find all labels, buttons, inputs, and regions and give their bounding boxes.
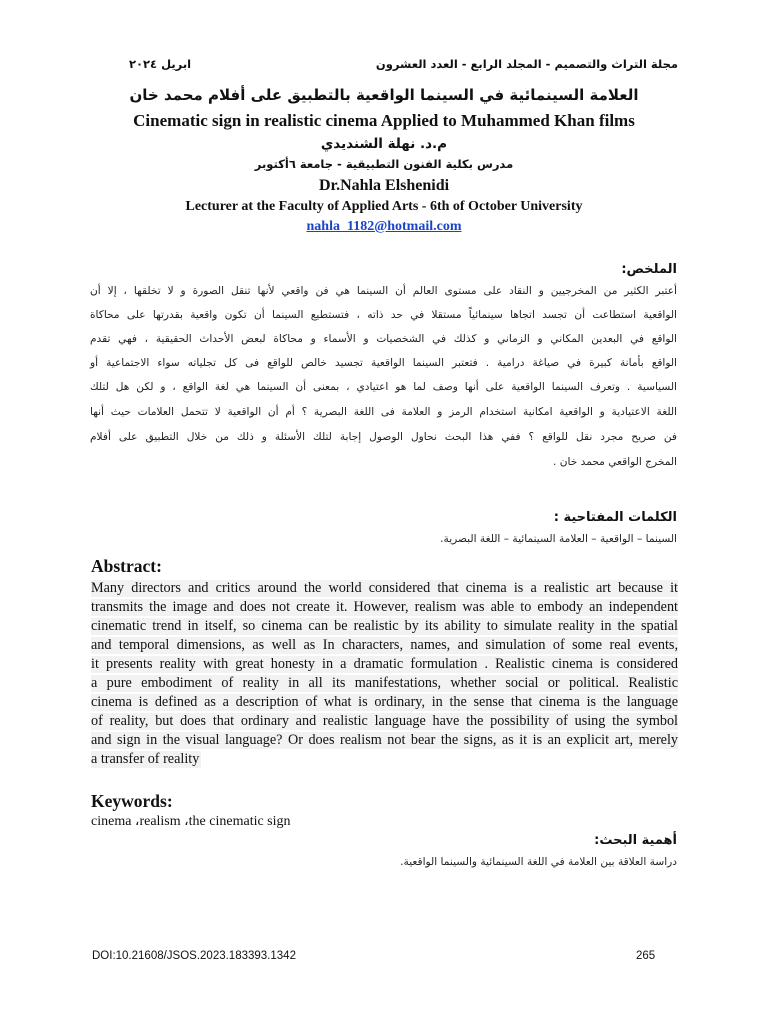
author-email-row bbox=[0, 219, 768, 235]
issue-date: ابريل ٢٠٢٤ bbox=[129, 57, 192, 71]
author-name-english: Dr.Nahla Elshenidi bbox=[318, 177, 450, 194]
arabic-abstract-line: أعتبر الكثير من المخرجيين و النقاد على مستوى العالم أن السينما هي فن واقعي لأنها تنقل الصورة و لا تخلقها ، إلا أن bbox=[90, 285, 677, 297]
arabic-abstract-line: المخرج الواقعي محمد خان . bbox=[552, 456, 677, 468]
title-english: Cinematic sign in realistic cinema Applied to Muhammed Khan films bbox=[133, 111, 635, 130]
importance-text: دراسة العلاقة بين العلامة في اللغة السينمائية والسينما الواقعية. bbox=[400, 856, 677, 868]
abstract-line: it presents reality with great honesty in a dramatic formulation . Realistic cinema is considered bbox=[91, 656, 678, 672]
author-affiliation-arabic: مدرس بكلية الفنون التطبيقية - جامعة ٦أكتوبر bbox=[254, 157, 514, 171]
page-number: 265 bbox=[636, 950, 656, 962]
doi-footer: DOI:10.21608/JSOS.2023.183393.1342 bbox=[92, 950, 296, 962]
arabic-abstract-line: الواقع بأمانة كبيرة في صياغة درامية . فتعتبر السينما الواقعية تجسيد خالص للواقع فى كل تجلياته سواء الاجتماعية أو bbox=[90, 357, 677, 369]
arabic-abstract-line: الواقع في البعدين المكاني و الزماني و كذلك في الشخصيات و الأسماء و محاكاة لبعض الأحداث الحقيقية ، فهي تقدم bbox=[90, 333, 677, 345]
abstract-line: of reality, but does that ordinary and realistic language have the possibility of using the symbol bbox=[91, 713, 678, 729]
author-email-link[interactable]: nahla_1182@hotmail.com bbox=[306, 219, 462, 234]
abstract-line: and sign in the visual language? Or does realism not bear the signs, as it is an explicit art, merely bbox=[91, 732, 678, 748]
author-name-arabic: م.د. نهلة الشنديدي bbox=[320, 136, 448, 152]
importance-heading: أهمية البحث: bbox=[594, 833, 677, 848]
abstract-heading: Abstract: bbox=[91, 556, 162, 576]
abstract-line: cinematic trend in itself, so cinema can be realistic by its ability to simulate reality in the spatial bbox=[91, 618, 678, 634]
abstract-line: Many directors and critics around the world considered that cinema is a realistic art because it bbox=[91, 580, 678, 596]
arabic-abstract-line: الواقعية استطاعت أن تجسد اتجاها سينمائياً مستقلا في حد ذاته ، فتستطيع السينما أن تكون واقعية بقدرتها على محاكاة bbox=[90, 309, 677, 321]
arabic-keywords-heading: الكلمات المفتاحية : bbox=[553, 510, 677, 525]
title-arabic: العلامة السينمائية في السينما الواقعية بالتطبيق على أفلام محمد خان bbox=[129, 86, 639, 104]
arabic-abstract-line: السياسية . وتعرف السينما الواقعية على أنها وصف لما هو اعتيادي ، بمعنى أن السينما هي لغة الواقع ، و لكن هل لتلك bbox=[90, 381, 677, 393]
arabic-abstract-heading: الملخص: bbox=[621, 262, 677, 277]
abstract-line: transmits the image and does not create it. However, realism was able to embody an independent bbox=[91, 599, 678, 615]
keywords-text: cinema ،realism ،the cinematic sign bbox=[91, 814, 291, 829]
abstract-line: cinema is defined as a description of what is ordinary, in the sense that cinema is the language bbox=[91, 694, 678, 710]
keywords-heading: Keywords: bbox=[91, 791, 173, 811]
abstract-line: a transfer of reality bbox=[91, 751, 200, 767]
author-affiliation-english: Lecturer at the Faculty of Applied Arts - 6th of October University bbox=[185, 199, 583, 214]
journal-header: مجلة التراث والتصميم - المجلد الرابع - العدد العشرون bbox=[375, 57, 678, 71]
abstract-line: and temporal dimensions, as well as In characters, names, and simulation of some real events, bbox=[91, 637, 678, 653]
arabic-abstract-line: فن صريح مجرد نقل للواقع ؟ ففي هذا البحث نحاول الوصول إجابة لتلك الأسئلة و ذلك من خلال التطبيق على أفلام bbox=[90, 431, 677, 443]
arabic-keywords-text: السينما – الواقعية – العلامة السينمائية – اللغة البصرية. bbox=[440, 533, 677, 545]
arabic-abstract-line: اللغة الاعتيادية و الواقعية امكانية استخدام الرمز و العلامة فى اللغة البصرية ؟ أم أن الواقعية لا تتحمل العلامات حيث أنها bbox=[90, 406, 677, 418]
abstract-line: a pure embodiment of reality in all its manifestations, whether social or political. Realistic bbox=[91, 675, 678, 691]
